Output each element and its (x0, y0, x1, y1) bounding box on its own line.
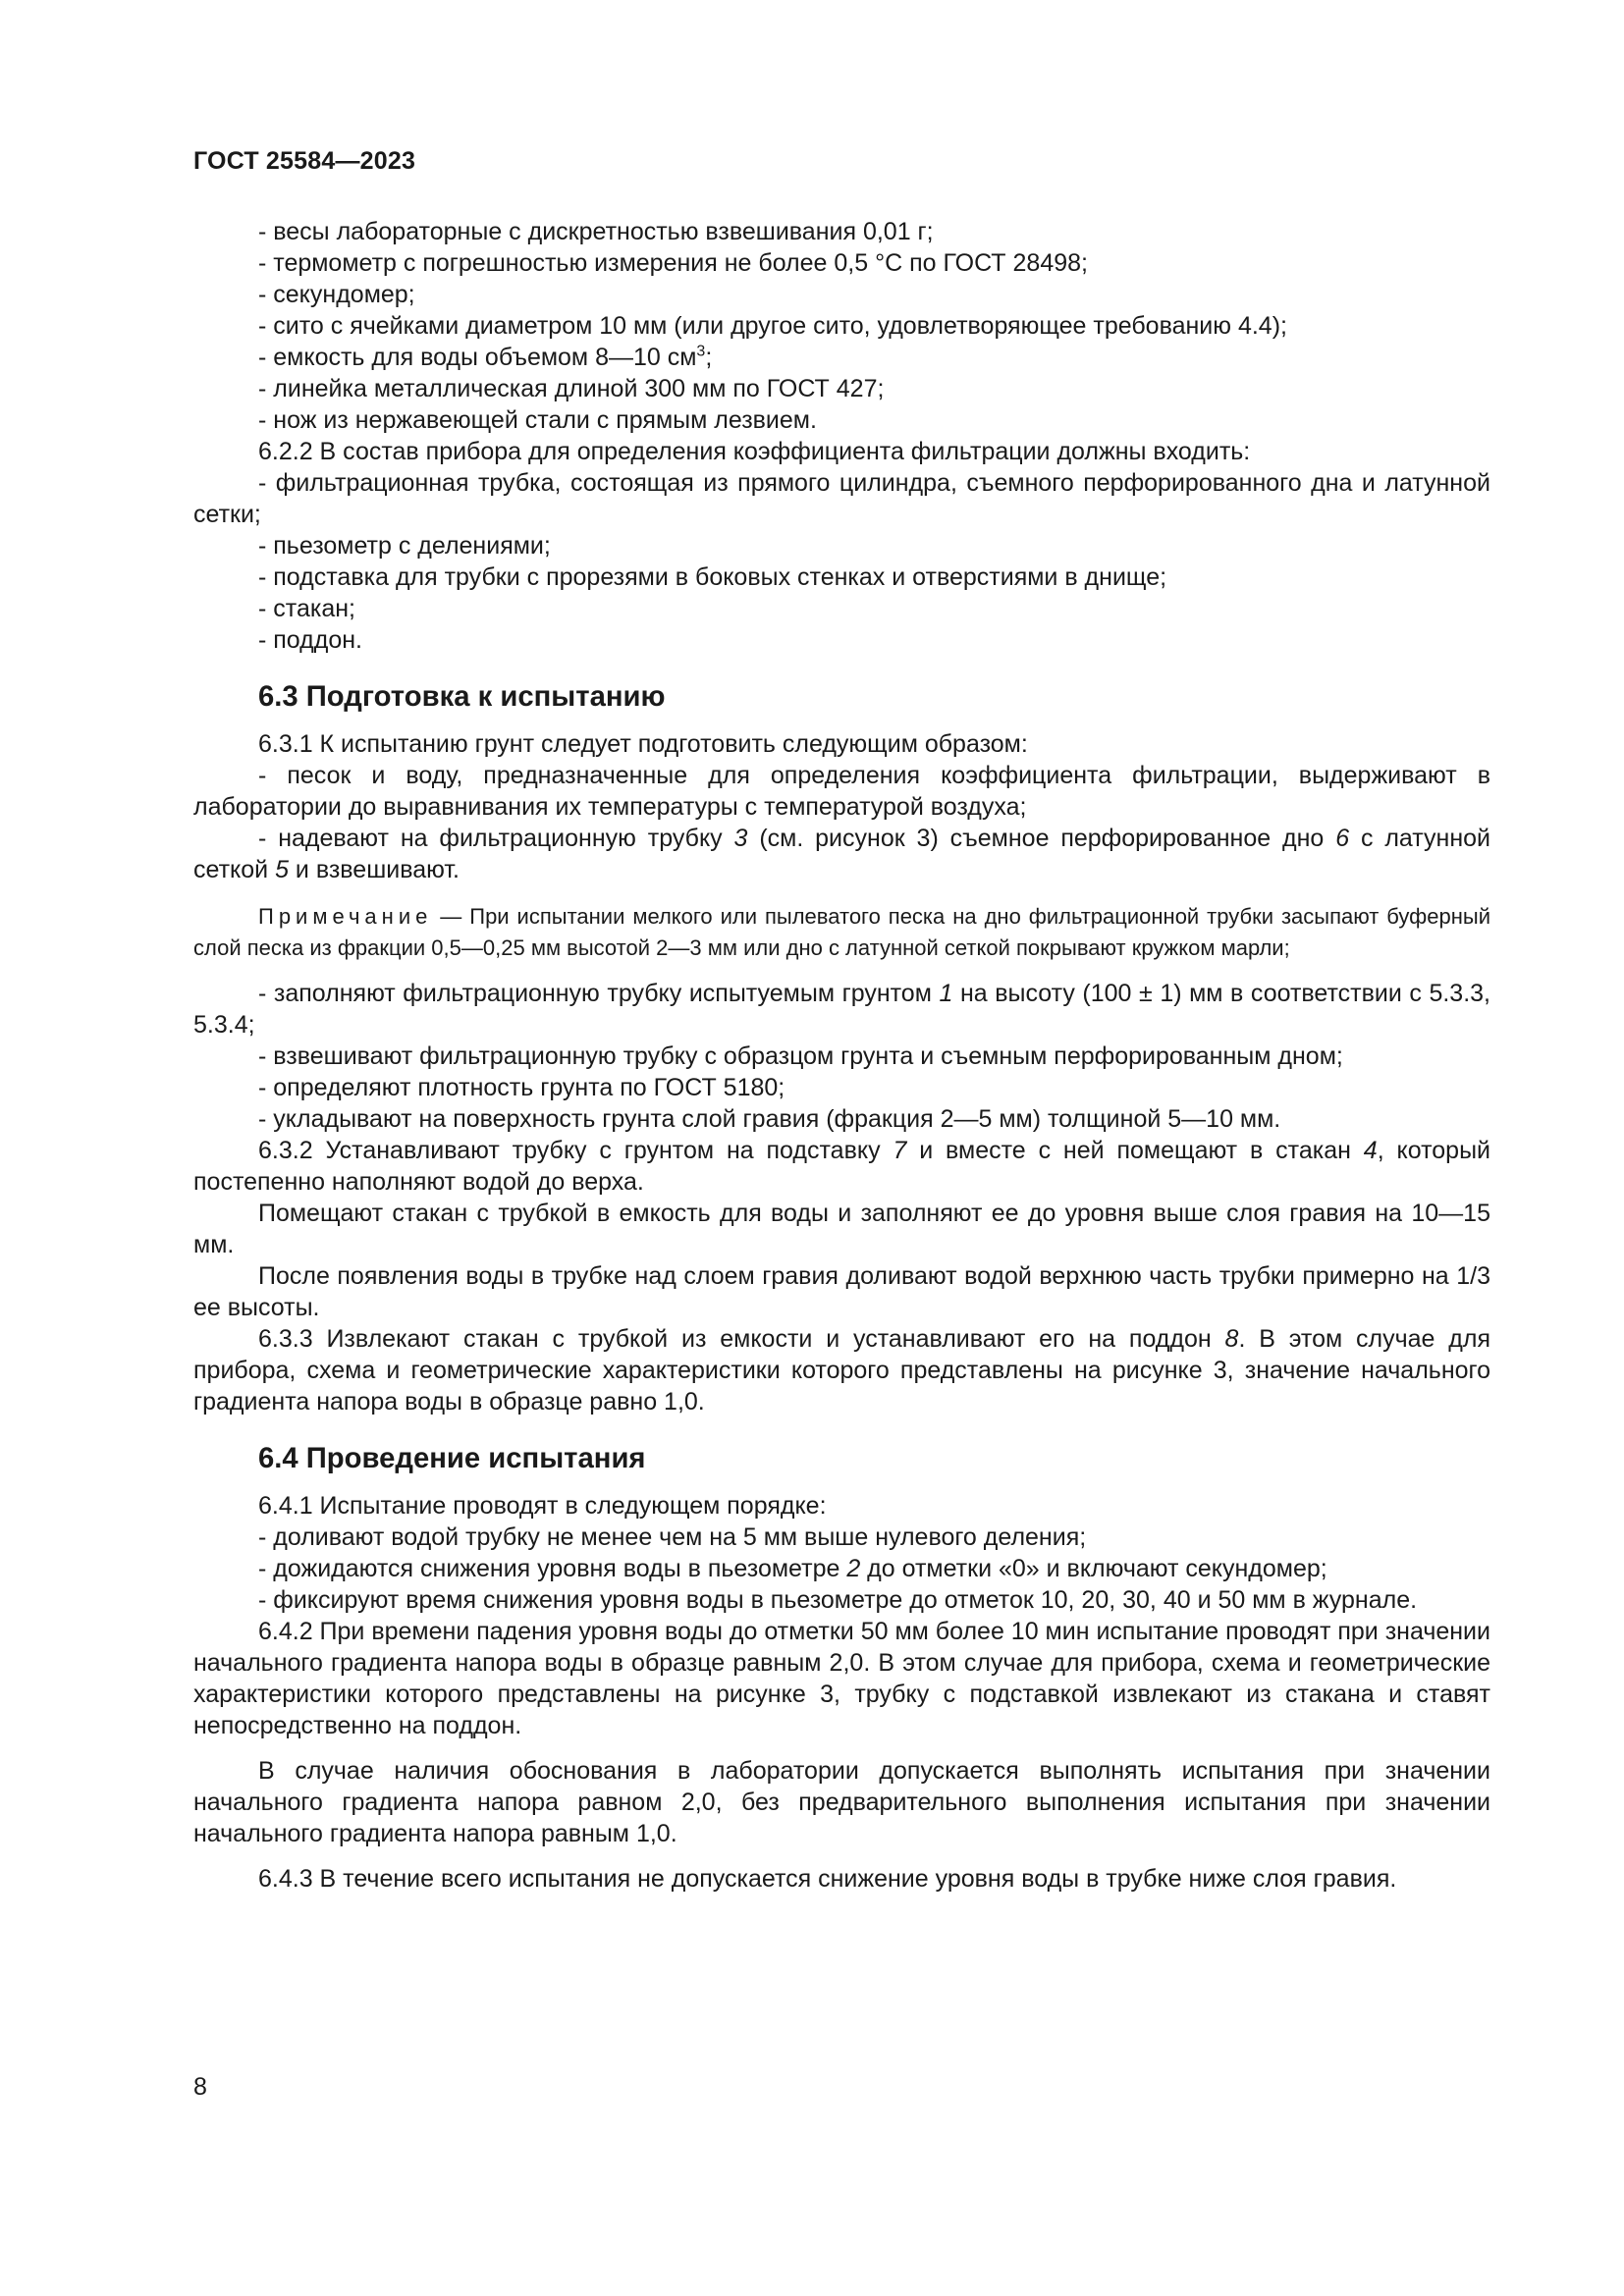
paragraph-after-water: После появления воды в трубке над слоем гравия доливают водой верхнюю часть трубки примерно на 1/3 ее высоты. (193, 1262, 1490, 1321)
list-item-fill-tube: - заполняют фильтрационную трубку испытуемым грунтом 1 на высоту (100 ± 1) мм в соответствии с 5.3.3, 5.3.4; (193, 980, 1490, 1039)
page-number: 8 (193, 2073, 207, 2101)
list-item-water-vessel: - емкость для воды объемом 8—10 $см^3$; (258, 343, 713, 371)
paragraph-6-4-2: 6.4.2 При времени падения уровня воды до отметки 50 мм более 10 мин испытание проводят при значении начального градиента напора воды в образце равным 2,0. В этом случае для прибора, схема и геометрические характеристики которого представлены на рисунке 3, трубку с подставкой извлекают из стакана и ставят непосредственно на поддон. (193, 1618, 1490, 1739)
document-body (193, 216, 1490, 1895)
list-item-attach-bottom: - надевают на фильтрационную трубку 3 (см. рисунок 3) съемное перфорированное дно 6 с латунной сеткой 5 и взвешивают. (193, 825, 1491, 883)
list-item-weigh-tube: - взвешивают фильтрационную трубку с образцом грунта и съемным перфорированным дном; (258, 1042, 1343, 1070)
list-item-density: - определяют плотность грунта по ГОСТ 5180; (258, 1074, 785, 1101)
list-item-thermometer: - термометр с погрешностью измерения не более 0,5 °С по ГОСТ 28498; (258, 249, 1088, 277)
list-item-gravel: - укладывают на поверхность грунта слой гравия (фракция 2—5 мм) толщиной 5—10 мм. (258, 1105, 1281, 1133)
list-item-knife: - нож из нержавеющей стали с прямым лезвием. (258, 406, 817, 434)
list-item-sieve: - сито с ячейками диаметром 10 мм (или другое сито, удовлетворяющее требованию 4.4); (258, 312, 1287, 340)
list-item-record-time: - фиксируют время снижения уровня воды в пьезометре до отметок 10, 20, 30, 40 и 50 мм в журнале. (258, 1586, 1418, 1614)
list-item-stopwatch: - секундомер; (258, 281, 415, 308)
paragraph-place-beaker: Помещают стакан с трубкой в емкость для воды и заполняют ее до уровня выше слоя гравия на 10—15 мм. (193, 1200, 1490, 1258)
section-heading-6-3: 6.3 Подготовка к испытанию (258, 681, 666, 713)
paragraph-6-4-3: 6.4.3 В течение всего испытания не допускается снижение уровня воды в трубке ниже слоя гравия. (258, 1865, 1397, 1893)
list-item-sand-water: - песок и воду, предназначенные для определения коэффициента фильтрации, выдерживают в лаборатории до выравнивания их температуры с температурой воздуха; (193, 762, 1490, 821)
list-item-top-up: - доливают водой трубку не менее чем на 5 мм выше нулевого деления; (258, 1523, 1087, 1551)
paragraph-6-3-3: 6.3.3 Извлекают стакан с трубкой из емкости и устанавливают его на поддон 8. В этом случае для прибора, схема и геометрические характеристики которого представлены на рисунке 3, значение начального градиента напора воды в образце равно 1,0. (193, 1325, 1490, 1415)
list-item-scales: - весы лабораторные с дискретностью взвешивания 0,01 г; (258, 218, 934, 245)
list-item-tray: - поддон. (258, 626, 362, 654)
section-heading-6-4: 6.4 Проведение испытания (258, 1443, 646, 1474)
list-item-stand: - подставка для трубки с прорезями в боковых стенках и отверстиями в днище; (258, 563, 1167, 591)
note-block (193, 901, 1490, 964)
list-item-wait-zero: - дожидаются снижения уровня воды в пьезометре 2 до отметки «0» и включают секундомер; (258, 1555, 1327, 1582)
paragraph-6-3-2: 6.3.2 Устанавливают трубку с грунтом на подставку 7 и вместе с ней помещают в стакан 4, который постепенно наполняют водой до верха. (193, 1137, 1490, 1196)
list-item-ruler: - линейка металлическая длиной 300 мм по ГОСТ 427; (258, 375, 885, 402)
paragraph-6-3-1: 6.3.1 К испытанию грунт следует подготовить следующим образом: (258, 730, 1028, 758)
list-item-filter-tube: - фильтрационная трубка, состоящая из прямого цилиндра, съемного перфорированного дна и латунной сетки; (193, 469, 1490, 528)
note-label: Примечание (258, 904, 433, 929)
paragraph-6-4-1: 6.4.1 Испытание проводят в следующем порядке: (258, 1492, 827, 1520)
note-text: — При испытании мелкого или пылеватого песка на дно фильтрационной трубки засыпают буферный слой песка из фракции 0,5—0,25 мм высотой 2—3 мм или дно с латунной сеткой покрывают кружком марли; (193, 904, 1490, 960)
list-item-beaker: - стакан; (258, 595, 355, 622)
document-code-header: ГОСТ 25584—2023 (193, 147, 416, 175)
superscript-cubic: 3 (696, 343, 706, 360)
paragraph-justification: В случае наличия обоснования в лаборатории допускается выполнять испытания при значении начального градиента напора равном 2,0, без предварительного выполнения испытания при значении начального градиента напора равным 1,0. (193, 1757, 1490, 1847)
list-item-piezometer: - пьезометр с делениями; (258, 532, 551, 560)
paragraph-6-2-2: 6.2.2 В состав прибора для определения коэффициента фильтрации должны входить: (258, 438, 1251, 465)
